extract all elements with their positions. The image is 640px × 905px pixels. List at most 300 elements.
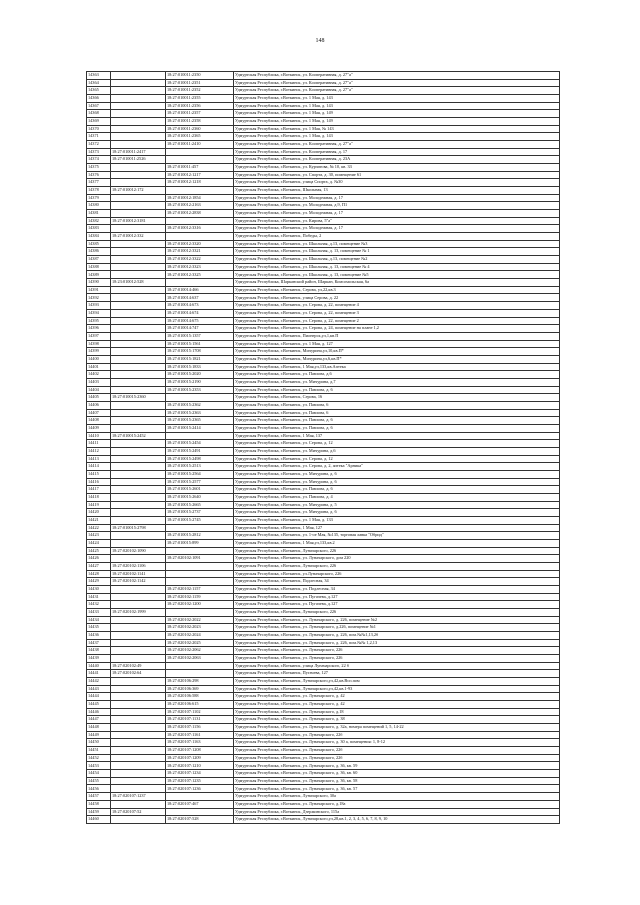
land-cadastral-number-cell: 18:27:010015:2360 [111, 394, 166, 402]
table-row [87, 187, 560, 195]
row-number-cell: 14381 [87, 210, 111, 218]
building-cadastral-number-cell: 18:27:010015:2190 [166, 378, 234, 386]
row-number-cell: 14395 [87, 317, 111, 325]
row-number-cell: 14401 [87, 363, 111, 371]
row-number-cell: 14424 [87, 539, 111, 547]
building-cadastral-number-cell: 18:27:010015:2353 [166, 386, 234, 394]
building-cadastral-number-cell [166, 609, 234, 617]
row-number-cell: 14374 [87, 156, 111, 164]
table-row [87, 816, 560, 824]
address-cell: Удмуртская Республика, г.Воткинск, ул. Луначарского, д. 226, пом.№№ 1,2,13 [234, 639, 560, 647]
row-number-cell: 14376 [87, 171, 111, 179]
building-cadastral-number-cell: 18:27:020102:1159 [166, 593, 234, 601]
table-row [87, 539, 560, 547]
land-cadastral-number-cell [111, 133, 166, 141]
building-cadastral-number-cell: 18:27:010011:2410 [166, 141, 234, 149]
land-cadastral-number-cell: 18:27:020102:49 [111, 662, 166, 670]
address-cell: Удмуртская Республика, г.Воткинск, ул. Кооперативная, д. 27"а" [234, 141, 560, 149]
building-cadastral-number-cell: 18:27:020102:2023 [166, 624, 234, 632]
table-row [87, 586, 560, 594]
land-cadastral-number-cell [111, 424, 166, 432]
row-number-cell: 14411 [87, 440, 111, 448]
row-number-cell: 14450 [87, 739, 111, 747]
table-row [87, 655, 560, 663]
land-cadastral-number-cell [111, 202, 166, 210]
table-row [87, 378, 560, 386]
row-number-cell: 14456 [87, 785, 111, 793]
land-cadastral-number-cell [111, 371, 166, 379]
building-cadastral-number-cell: 18:27:020107:1234 [166, 770, 234, 778]
building-cadastral-number-cell: 18:27:010014:675 [166, 317, 234, 325]
table-row [87, 148, 560, 156]
table-row [87, 294, 560, 302]
building-cadastral-number-cell: 18:27:010015:2577 [166, 478, 234, 486]
land-cadastral-number-cell [111, 72, 166, 80]
land-cadastral-number-cell [111, 754, 166, 762]
table-row [87, 210, 560, 218]
row-number-cell: 14423 [87, 532, 111, 540]
address-cell: Удмуртская Республика, г.Воткинск, улица Луначарского, 22 б [234, 662, 560, 670]
address-cell: Удмуртская Республика, г.Воткинск, ул. Павлова, 6 [234, 401, 560, 409]
land-cadastral-number-cell [111, 378, 166, 386]
land-cadastral-number-cell [111, 141, 166, 149]
land-cadastral-number-cell [111, 463, 166, 471]
row-number-cell: 14414 [87, 463, 111, 471]
address-cell: Удмуртская Республика, г.Воткинск, ул. Луначарского, д.226, помещение №1 [234, 624, 560, 632]
row-number-cell: 14364 [87, 79, 111, 87]
table-row [87, 524, 560, 532]
land-cadastral-number-cell [111, 125, 166, 133]
building-cadastral-number-cell: 18:27:010011:2357 [166, 110, 234, 118]
row-number-cell: 14409 [87, 424, 111, 432]
building-cadastral-number-cell: 18:27:010015:1561 [166, 340, 234, 348]
address-cell: Удмуртская Республика, г.Воткинск, ул. Подлесная, 34 [234, 586, 560, 594]
row-number-cell: 14445 [87, 701, 111, 709]
table-row [87, 332, 560, 340]
address-cell: Удмуртская Республика, г.Воткинск, Победы, 2 [234, 233, 560, 241]
address-cell: Удмуртская Республика, г.Воткинск, 1 Мая,ул,133,кв.2 [234, 539, 560, 547]
address-cell: Удмуртская Республика, г.Воткинск, Луначарского, 30а [234, 793, 560, 801]
row-number-cell: 14368 [87, 110, 111, 118]
building-cadastral-number-cell: 18:27:020102:2062 [166, 647, 234, 655]
address-cell: Удмуртская Республика, Шарканский район, Шаркан, Комсомольская, 6а [234, 279, 560, 287]
table-row [87, 463, 560, 471]
registry-table-body [87, 72, 560, 824]
address-cell: Удмуртская Республика, г.Воткинск, ул. Спорта, д. 30, помещение 61 [234, 171, 560, 179]
table-row [87, 164, 560, 172]
building-cadastral-number-cell: 18:27:010015:1821 [166, 355, 234, 363]
row-number-cell: 14404 [87, 386, 111, 394]
building-cadastral-number-cell: 18:27:010012:3316 [166, 225, 234, 233]
row-number-cell: 14384 [87, 233, 111, 241]
land-cadastral-number-cell: 18:27:020102:64 [111, 670, 166, 678]
table-row [87, 739, 560, 747]
land-cadastral-number-cell: 18:27:010015:2452 [111, 432, 166, 440]
table-row [87, 363, 560, 371]
row-number-cell: 14366 [87, 95, 111, 103]
building-cadastral-number-cell: 18:27:010015:2513 [166, 463, 234, 471]
table-row [87, 371, 560, 379]
address-cell: Удмуртская Республика, г.Воткинск, ул. Павлова, д. 4 [234, 493, 560, 501]
address-cell: Удмуртская Республика, г.Воткинск, Серова, ул,22,кв.3 [234, 286, 560, 294]
address-cell: Удмуртская Республика, г.Воткинск, Луначарского,ул,42,кв.1-93 [234, 685, 560, 693]
land-cadastral-number-cell [111, 555, 166, 563]
table-row [87, 777, 560, 785]
land-cadastral-number-cell [111, 800, 166, 808]
row-number-cell: 14436 [87, 632, 111, 640]
land-cadastral-number-cell [111, 509, 166, 517]
row-number-cell: 14382 [87, 217, 111, 225]
land-cadastral-number-cell [111, 532, 166, 540]
table-row [87, 325, 560, 333]
row-number-cell: 14435 [87, 624, 111, 632]
land-cadastral-number-cell [111, 302, 166, 310]
land-cadastral-number-cell [111, 401, 166, 409]
building-cadastral-number-cell: 18:27:020107:1236 [166, 785, 234, 793]
row-number-cell: 14437 [87, 639, 111, 647]
building-cadastral-number-cell: 18:27:020106:369 [166, 685, 234, 693]
land-cadastral-number-cell [111, 102, 166, 110]
land-cadastral-number-cell [111, 325, 166, 333]
land-cadastral-number-cell: 18:27:010011:2526 [111, 156, 166, 164]
table-row [87, 808, 560, 816]
page-number: 148 [315, 38, 325, 44]
land-cadastral-number-cell [111, 440, 166, 448]
row-number-cell: 14416 [87, 478, 111, 486]
row-number-cell: 14442 [87, 678, 111, 686]
table-row [87, 609, 560, 617]
row-number-cell: 14430 [87, 586, 111, 594]
table-row [87, 670, 560, 678]
table-row [87, 578, 560, 586]
table-row [87, 302, 560, 310]
building-cadastral-number-cell: 18:27:010011:2358 [166, 118, 234, 126]
building-cadastral-number-cell: 18:27:010015:2414 [166, 424, 234, 432]
address-cell: Удмуртская Республика, г.Воткинск, ул. Павлова, д. 6 [234, 424, 560, 432]
row-number-cell: 14431 [87, 593, 111, 601]
table-row [87, 570, 560, 578]
land-cadastral-number-cell [111, 516, 166, 524]
building-cadastral-number-cell: 18:27:010011:2355 [166, 95, 234, 103]
address-cell: Удмуртская Республика, г.Воткинск, ул. Луначарского, д. 36, кв. 58 [234, 777, 560, 785]
table-row [87, 493, 560, 501]
table-row [87, 632, 560, 640]
table-row [87, 555, 560, 563]
address-cell: Удмуртская Республика, г.Воткинск, Мичурина,ул,10,кв.П* [234, 348, 560, 356]
land-cadastral-number-cell [111, 731, 166, 739]
table-row [87, 547, 560, 555]
table-row [87, 194, 560, 202]
building-cadastral-number-cell [166, 233, 234, 241]
address-cell: Удмуртская Республика, г.Воткинск, ул. Школьная, д.13, помещение №2 [234, 256, 560, 264]
address-cell: Удмуртская Республика, г.Воткинск, ул. 1 Мая, д. 127 [234, 340, 560, 348]
address-cell: Удмуртская Республика, г.Воткинск, ул. Луначарского, 226 [234, 655, 560, 663]
address-cell: Удмуртская Республика, г.Воткинск, ул. Луначарского, д. 226, пом.№№1,13,2б [234, 632, 560, 640]
address-cell: Удмуртская Республика, г.Воткинск, Луначарского,ул,28,кв.1, 2, 3, 4, 5, 6, 7, 8, 9, 10 [234, 816, 560, 824]
land-cadastral-number-cell [111, 286, 166, 294]
address-cell: Удмуртская Республика, г.Воткинск, ул. Мичурина, д. 6 [234, 509, 560, 517]
land-cadastral-number-cell [111, 770, 166, 778]
row-number-cell: 14408 [87, 417, 111, 425]
row-number-cell: 14417 [87, 486, 111, 494]
land-cadastral-number-cell [111, 110, 166, 118]
land-cadastral-number-cell: 18:27:020102:1090 [111, 547, 166, 555]
land-cadastral-number-cell [111, 632, 166, 640]
building-cadastral-number-cell [166, 578, 234, 586]
table-row [87, 616, 560, 624]
address-cell: Удмуртская Республика, г.Воткинск, ул. Луначарского, д. 38 [234, 716, 560, 724]
table-row [87, 225, 560, 233]
building-cadastral-number-cell: 18:27:020107:467 [166, 800, 234, 808]
table-row [87, 678, 560, 686]
row-number-cell: 14455 [87, 777, 111, 785]
address-cell: Удмуртская Республика, г.Воткинск, ул. 1 Мая, д. 149 [234, 118, 560, 126]
row-number-cell: 14386 [87, 248, 111, 256]
row-number-cell: 14458 [87, 800, 111, 808]
table-row [87, 509, 560, 517]
row-number-cell: 14388 [87, 263, 111, 271]
address-cell: Удмуртская Республика, г.Воткинск, ул. Серова, д. 22, помещение 4 [234, 302, 560, 310]
row-number-cell: 14389 [87, 271, 111, 279]
row-number-cell: 14407 [87, 409, 111, 417]
land-cadastral-number-cell [111, 724, 166, 732]
building-cadastral-number-cell: 18:27:020107:1210 [166, 762, 234, 770]
address-cell: Удмуртская Республика, г.Воткинск, ул. Павлова, д. 6 [234, 417, 560, 425]
land-cadastral-number-cell [111, 539, 166, 547]
building-cadastral-number-cell: 18:27:020102:1157 [166, 586, 234, 594]
address-cell: Удмуртская Республика, г.Воткинск, ул. Мичурина, д. 6 [234, 478, 560, 486]
land-cadastral-number-cell: 18:27:010012:172 [111, 187, 166, 195]
address-cell: Удмуртская Республика, г.Воткинск, ул. 1-ое Мая, №135, торговая лавка "Обрид" [234, 532, 560, 540]
land-cadastral-number-cell [111, 593, 166, 601]
row-number-cell: 14393 [87, 302, 111, 310]
row-number-cell: 14419 [87, 501, 111, 509]
address-cell: Удмуртская Республика, г.Воткинск, Луначарского, 226 [234, 609, 560, 617]
address-cell: Удмуртская Республика, г.Воткинск, ул. Луначарского, дом 220 [234, 555, 560, 563]
land-cadastral-number-cell [111, 478, 166, 486]
table-row [87, 785, 560, 793]
row-number-cell: 14428 [87, 570, 111, 578]
table-row [87, 708, 560, 716]
row-number-cell: 14403 [87, 378, 111, 386]
row-number-cell: 14400 [87, 355, 111, 363]
table-row [87, 747, 560, 755]
table-row [87, 248, 560, 256]
building-cadastral-number-cell: 18:27:020102:2025 [166, 639, 234, 647]
row-number-cell: 14444 [87, 693, 111, 701]
address-cell: Удмуртская Республика, г.Воткинск, ул. Серова, д. 2, аптека "Арника" [234, 463, 560, 471]
row-number-cell: 14363 [87, 72, 111, 80]
address-cell: Удмуртская Республика, г.Воткинск, ул. 1 Мая, д. 143 [234, 95, 560, 103]
row-number-cell: 14427 [87, 563, 111, 571]
row-number-cell: 14440 [87, 662, 111, 670]
land-cadastral-number-cell [111, 624, 166, 632]
building-cadastral-number-cell [166, 670, 234, 678]
address-cell: Удмуртская Республика, г.Воткинск, Луначарского,ул,42,кв.Всп.пом [234, 678, 560, 686]
building-cadastral-number-cell: 18:27:010014:637 [166, 294, 234, 302]
address-cell: Удмуртская Республика, г.Воткинск, ул. Кирова, 5"а" [234, 217, 560, 225]
building-cadastral-number-cell: 18:27:020107:1235 [166, 777, 234, 785]
row-number-cell: 14452 [87, 754, 111, 762]
address-cell: Удмуртская Республика, г.Воткинск, Дзержинского, 115а [234, 808, 560, 816]
building-cadastral-number-cell: 18:27:010015:2737 [166, 509, 234, 517]
row-number-cell: 14370 [87, 125, 111, 133]
building-cadastral-number-cell: 18:27:020102:2063 [166, 655, 234, 663]
row-number-cell: 14373 [87, 148, 111, 156]
building-cadastral-number-cell: 18:27:020106:298 [166, 678, 234, 686]
table-row [87, 202, 560, 210]
table-row [87, 424, 560, 432]
address-cell: Удмуртская Республика, г.Воткинск, ул. Луначарского, 22б [234, 754, 560, 762]
row-number-cell: 14422 [87, 524, 111, 532]
table-row [87, 470, 560, 478]
address-cell: Удмуртская Республика, г.Воткинск, Луначарского, 226 [234, 563, 560, 571]
table-row [87, 110, 560, 118]
land-cadastral-number-cell [111, 655, 166, 663]
address-cell: Удмуртская Республика, г.Воткинск, ул. Луначарского, д. 30 а, помещения: 1, 8-12 [234, 739, 560, 747]
row-number-cell: 14402 [87, 371, 111, 379]
land-cadastral-number-cell [111, 355, 166, 363]
building-cadastral-number-cell: 18:27:020107:1131 [166, 716, 234, 724]
table-row [87, 240, 560, 248]
building-cadastral-number-cell [166, 808, 234, 816]
table-row [87, 800, 560, 808]
table-row [87, 754, 560, 762]
building-cadastral-number-cell: 18:27:010015:2601 [166, 486, 234, 494]
table-row [87, 770, 560, 778]
building-cadastral-number-cell [166, 148, 234, 156]
row-number-cell: 14406 [87, 401, 111, 409]
table-row [87, 394, 560, 402]
row-number-cell: 14394 [87, 309, 111, 317]
land-cadastral-number-cell: 18:27:020102:1106 [111, 563, 166, 571]
row-number-cell: 14365 [87, 87, 111, 95]
land-cadastral-number-cell: 18:27:020102:1142 [111, 578, 166, 586]
building-cadastral-number-cell: 18:27:020107:1161 [166, 731, 234, 739]
address-cell: Удмуртская Республика, г.Воткинск, ул. Молодежная, д. 17 [234, 194, 560, 202]
address-cell: Удмуртская Республика, г.Воткинск, ул. Павлова, 6 [234, 409, 560, 417]
building-cadastral-number-cell: 18:27:010014:466 [166, 286, 234, 294]
building-cadastral-number-cell: 18:27:010012:2838 [166, 210, 234, 218]
address-cell: Удмуртская Республика, г.Воткинск, Мичурина,ул,6,кв.П* [234, 355, 560, 363]
row-number-cell: 14459 [87, 808, 111, 816]
land-cadastral-number-cell [111, 501, 166, 509]
land-cadastral-number-cell [111, 762, 166, 770]
building-cadastral-number-cell: 18:27:020106:615 [166, 701, 234, 709]
land-cadastral-number-cell [111, 256, 166, 264]
land-cadastral-number-cell [111, 685, 166, 693]
address-cell: Удмуртская Республика, г.Воткинск, ул. Кооперативная, д. 27"а" [234, 87, 560, 95]
table-row [87, 793, 560, 801]
address-cell: Удмуртская Республика, г.Воткинск, ул. Павлова, д. 6 [234, 486, 560, 494]
land-cadastral-number-cell [111, 95, 166, 103]
address-cell: Удмуртская Республика, г.Воткинск, ул. Школьная, д. 13, помещение №5 [234, 271, 560, 279]
address-cell: Удмуртская Республика, г.Воткинск, ул. Серова, д. 12 [234, 440, 560, 448]
table-row [87, 432, 560, 440]
address-cell: Удмуртская Республика, г.Воткинск, ул. Кооперативная, д. 27"а" [234, 79, 560, 87]
land-cadastral-number-cell [111, 601, 166, 609]
land-cadastral-number-cell [111, 363, 166, 371]
address-cell: Удмуртская Республика, г.Воткинск, ул. Школьная, д.13, помещение №3 [234, 240, 560, 248]
table-row [87, 95, 560, 103]
table-row [87, 87, 560, 95]
land-cadastral-number-cell [111, 493, 166, 501]
table-row [87, 171, 560, 179]
building-cadastral-number-cell: 18:27:010015:2491 [166, 447, 234, 455]
address-cell: Удмуртская Республика, г.Воткинск, Подлесная, 34 [234, 578, 560, 586]
address-cell: Удмуртская Республика, г.Воткинск, ул. Пугачева, д.127 [234, 601, 560, 609]
building-cadastral-number-cell: 18:27:010012:3323 [166, 263, 234, 271]
land-cadastral-number-cell [111, 586, 166, 594]
address-cell: Удмуртская Республика, г.Воткинск, ул. Кооперативная, д. 17 [234, 148, 560, 156]
row-number-cell: 14446 [87, 708, 111, 716]
table-row [87, 662, 560, 670]
building-cadastral-number-cell: 18:27:010011:2356 [166, 102, 234, 110]
land-cadastral-number-cell [111, 171, 166, 179]
row-number-cell: 14371 [87, 133, 111, 141]
address-cell: Удмуртская Республика, г.Воткинск, ул. Мичурина, д.6 [234, 447, 560, 455]
row-number-cell: 14433 [87, 609, 111, 617]
address-cell: Удмуртская Республика, г.Воткинск, ул. Луначарского, д. 36, кв. 57 [234, 785, 560, 793]
building-cadastral-number-cell: 18:27:020102:2022 [166, 616, 234, 624]
row-number-cell: 14451 [87, 747, 111, 755]
row-number-cell: 14398 [87, 340, 111, 348]
address-cell: Удмуртская Республика, г.Воткинск, ул. Серова, д. 12 [234, 455, 560, 463]
address-cell: Удмуртская Республика, г.Воткинск, ул. Кооперативная, д. 23А [234, 156, 560, 164]
table-row [87, 156, 560, 164]
address-cell: Удмуртская Республика, г.Воткинск, ул. Луначарского, д. 36, кв. 60 [234, 770, 560, 778]
address-cell: Удмуртская Республика, г.Воткинск, ул. Мичурина, д. 5 [234, 501, 560, 509]
row-number-cell: 14420 [87, 509, 111, 517]
row-number-cell: 14426 [87, 555, 111, 563]
table-row [87, 355, 560, 363]
building-cadastral-number-cell: 18:27:010015:2498 [166, 455, 234, 463]
land-cadastral-number-cell [111, 486, 166, 494]
address-cell: Удмуртская Республика, г.Воткинск, ул. Серова, д. 22, помещение 3 [234, 309, 560, 317]
land-cadastral-number-cell: 18:23:010012:528 [111, 279, 166, 287]
land-cadastral-number-cell: 18:27:020102:1141 [111, 570, 166, 578]
building-cadastral-number-cell [166, 187, 234, 195]
table-row [87, 762, 560, 770]
building-cadastral-number-cell [166, 524, 234, 532]
table-row [87, 501, 560, 509]
table-row [87, 447, 560, 455]
row-number-cell: 14396 [87, 325, 111, 333]
building-cadastral-number-cell: 18:27:020107:1102 [166, 708, 234, 716]
table-row [87, 217, 560, 225]
land-cadastral-number-cell [111, 739, 166, 747]
row-number-cell: 14367 [87, 102, 111, 110]
row-number-cell: 14379 [87, 194, 111, 202]
address-cell: Удмуртская Республика, г.Воткинск, ул. Луначарского, д.18а [234, 800, 560, 808]
row-number-cell: 14412 [87, 447, 111, 455]
table-row [87, 102, 560, 110]
row-number-cell: 14391 [87, 286, 111, 294]
land-cadastral-number-cell [111, 701, 166, 709]
table-row [87, 348, 560, 356]
table-row [87, 724, 560, 732]
row-number-cell: 14454 [87, 770, 111, 778]
building-cadastral-number-cell: 18:27:010014:747 [166, 325, 234, 333]
table-row [87, 401, 560, 409]
address-cell: Удмуртская Республика, г.Воткинск, Школьная, 13 [234, 187, 560, 195]
table-row [87, 409, 560, 417]
building-cadastral-number-cell: 18:27:010011:2350 [166, 72, 234, 80]
table-row [87, 271, 560, 279]
address-cell: Удмуртская Республика, г.Воткинск, ул. 1 Мая, № 143 [234, 125, 560, 133]
address-cell: Удмуртская Республика, г.Воткинск, ул. 1 Мая, д. 143 [234, 133, 560, 141]
building-cadastral-number-cell: 18:27:010015:2640 [166, 493, 234, 501]
